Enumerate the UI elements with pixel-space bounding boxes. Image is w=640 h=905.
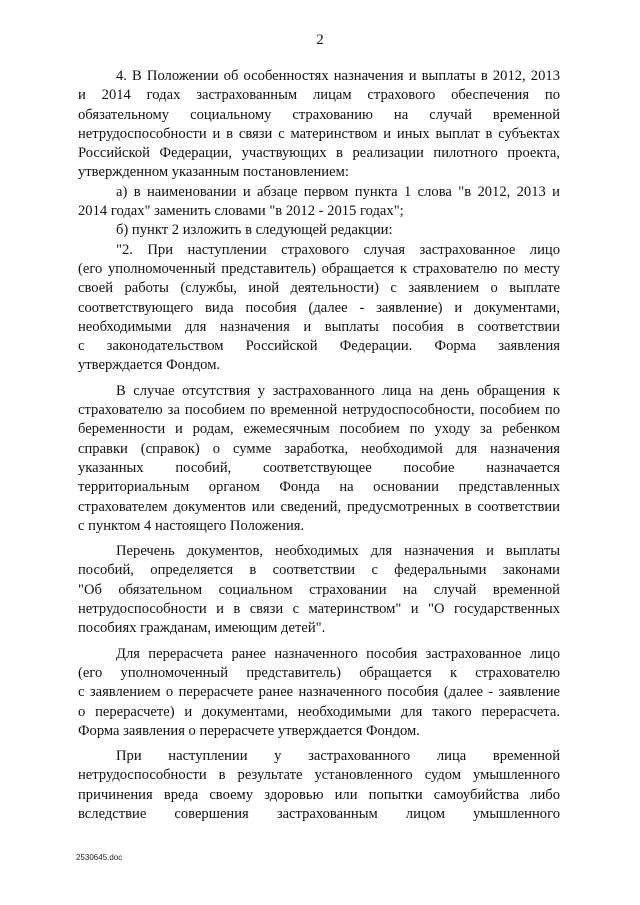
text-line: пособиях гражданам, имеющим детей". [78, 620, 326, 637]
text-line: причинения вреда своему здоровью или попытки самоубийства либо [78, 786, 560, 803]
document-body [78, 67, 560, 824]
text-line: территориальным органом Фонда на основании представленных [78, 479, 560, 496]
text-line: 2014 годах" заменить словами "в 2012 - 2015 годах"; [78, 203, 404, 220]
text-line: с законодательством Российской Федерации. Форма заявления [78, 338, 560, 355]
text-line: пособий, определяется в соответствии с федеральными законами [78, 562, 560, 579]
text-line: утверждается Фондом. [78, 357, 221, 374]
text-line: своей работы (службы, иной деятельности) с заявлением о выплате [78, 280, 560, 297]
paragraph-b [78, 221, 560, 240]
text-line: "Об обязательном социальном страховании на случай временной [78, 581, 560, 598]
text-line: а) в наименовании и абзаце первом пункта 1 слова "в 2012, 2013 и [116, 183, 560, 200]
paragraph-point-2 [78, 241, 560, 376]
text-line: нетрудоспособности и в связи с материнством" и "О государственных [78, 601, 560, 618]
text-line: б) пункт 2 изложить в следующей редакции: [116, 222, 393, 239]
text-line: (его уполномоченный представитель) обращается к страхователю [78, 664, 560, 681]
text-line: вследствие совершения застрахованным лицом умышленного [78, 805, 560, 822]
text-line: Перечень документов, необходимых для назначения и выплаты [116, 543, 560, 560]
paragraph-absence-of-certificate [78, 382, 560, 536]
text-line: (его уполномоченный представитель) обращается к страхователю по месту [78, 260, 560, 277]
text-line: страхователем документов или сведений, предусмотренных в соответствии [78, 498, 560, 515]
paragraph-4-intro [78, 67, 560, 183]
text-line: нетрудоспособности и в связи с материнством и иных выплат в субъектах [78, 125, 560, 142]
text-line: с пунктом 4 настоящего Положения. [78, 517, 305, 534]
text-line: необходимыми для назначения и выплаты пособия в соответствии [78, 318, 560, 335]
text-line: Для перерасчета ранее назначенного пособия застрахованное лицо [116, 645, 560, 662]
text-line: о перерасчете) и документами, необходимыми для такого перерасчета. [78, 703, 560, 720]
text-line: обязательному социальному страхованию на случай временной [78, 106, 560, 123]
text-line: нетрудоспособности в результате установленного судом умышленного [78, 767, 560, 784]
text-line: 4. В Положении об особенностях назначения и выплаты в 2012, 2013 [116, 68, 560, 84]
text-line: указанных пособий, соответствующее пособие назначается [78, 459, 560, 476]
text-line: Форма заявления о перерасчете утверждается Фондом. [78, 722, 420, 739]
page-number: 2 [316, 32, 324, 48]
paragraph-document-list [78, 542, 560, 638]
text-line: с заявлением о перерасчете ранее назначенного пособия (далее - заявление [78, 684, 560, 701]
text-line: соответствующего вида пособия (далее - заявление) и документами, [78, 299, 560, 316]
document-filename-footer: 2530645.doc [76, 853, 123, 862]
text-line: страхователю за пособием по временной нетрудоспособности, пособием по [78, 402, 560, 419]
paragraph-intentional-harm [78, 747, 560, 824]
text-line: утвержденном указанным постановлением: [78, 164, 349, 181]
text-line: и 2014 годах застрахованным лицам страхового обеспечения по [78, 87, 560, 104]
text-line: Российской Федерации, участвующих в реализации пилотного проекта, [78, 145, 560, 162]
text-line: При наступлении у застрахованного лица временной [116, 748, 560, 765]
text-line: справки (справок) о сумме заработка, необходимой для назначения [78, 440, 560, 457]
text-line: "2. При наступлении страхового случая застрахованное лицо [116, 241, 560, 258]
paragraph-a [78, 183, 560, 222]
paragraph-recalculation [78, 645, 560, 741]
text-line: В случае отсутствия у застрахованного лица на день обращения к [116, 382, 560, 399]
text-line: беременности и родам, ежемесячным пособием по уходу за ребенком [78, 421, 560, 438]
